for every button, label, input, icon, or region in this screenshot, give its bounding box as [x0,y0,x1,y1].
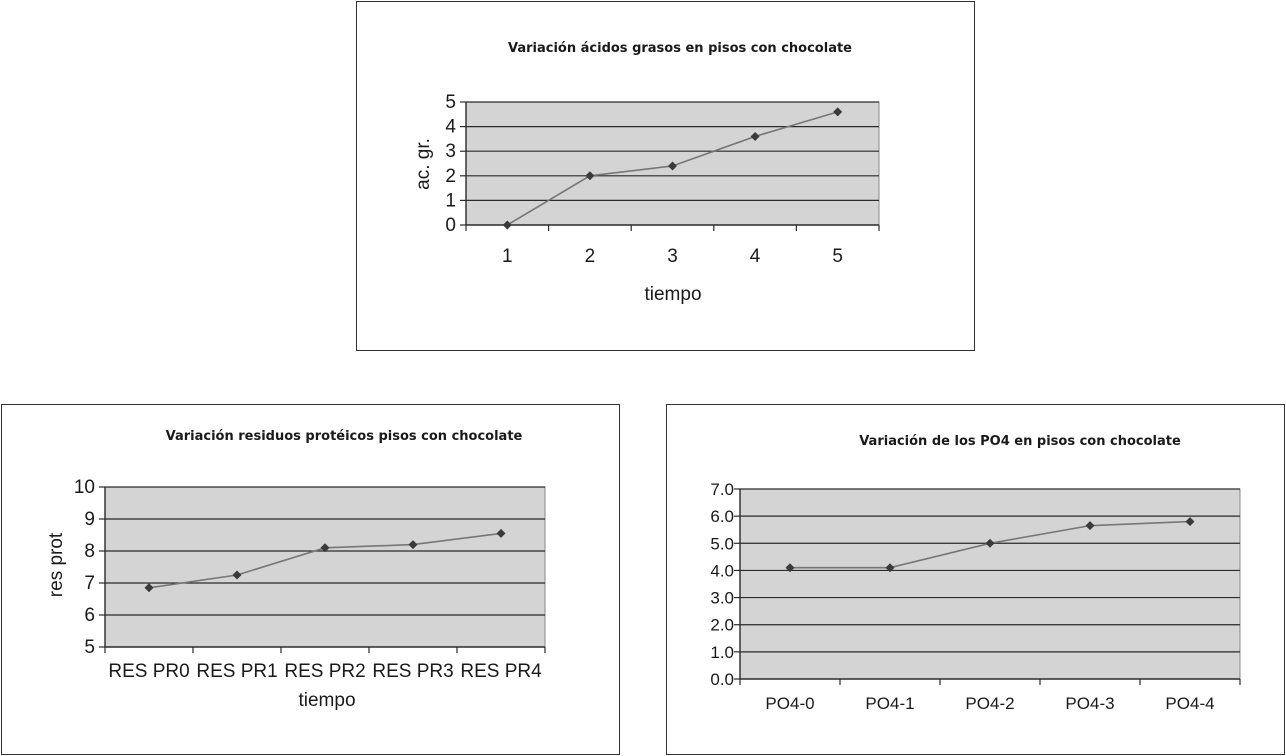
y-axis-label: res prot [46,532,67,598]
chart-residuos-proteicos [1,404,620,755]
x-axis-label: tiempo [298,690,356,711]
x-tick-label: RES PR4 [460,661,542,682]
y-tick-label: 6.0 [710,507,734,527]
y-tick-label: 2 [445,165,456,187]
y-tick-label: 1.0 [710,642,734,662]
chart-title: Variación residuos protéicos pisos con chocolate [165,429,523,444]
chart-acidos-grasos [356,1,975,351]
y-tick-label: 0 [445,215,456,236]
y-tick-label: 3 [445,141,456,163]
y-tick-label: 4 [445,116,456,138]
x-tick-label: PO4-2 [965,694,1015,713]
chart-title: Variación de los PO4 en pisos con chocolate [859,434,1181,449]
y-tick-label: 6 [84,605,95,626]
x-tick-label: PO4-0 [765,694,815,713]
chart-po4-svg [667,405,1284,754]
x-tick-label: 2 [584,246,596,267]
x-tick-label: 5 [832,246,843,267]
y-tick-label: 10 [73,477,95,498]
plot-area [740,489,1240,679]
y-tick-label: 4.0 [710,561,734,581]
y-tick-label: 0.0 [710,670,734,689]
chart-title: Variación ácidos grasos en pisos con chocolate [508,41,852,56]
y-tick-label: 8 [84,541,95,562]
plot-area [105,487,545,647]
x-tick-label: RES PR3 [372,661,454,682]
x-tick-label: PO4-3 [1065,694,1115,713]
x-tick-label: 4 [749,246,761,267]
y-tick-label: 1 [445,190,456,212]
y-tick-label: 7 [84,573,95,594]
chart-po4 [666,404,1285,755]
x-axis-label: tiempo [644,284,702,305]
x-tick-label: PO4-1 [865,694,915,713]
y-tick-label: 5 [445,92,456,113]
y-axis-label: ac. gr. [413,138,434,190]
x-tick-label: RES PR0 [108,661,190,682]
y-tick-label: 5 [84,637,95,658]
y-tick-label: 5.0 [710,534,734,554]
x-tick-label: PO4-4 [1165,694,1215,713]
y-tick-label: 3.0 [710,588,734,608]
y-tick-label: 7.0 [710,480,734,499]
chart-residuos-proteicos-svg [2,405,619,754]
x-tick-label: RES PR2 [284,661,366,682]
chart-acidos-grasos-svg [357,2,974,350]
x-tick-label: 3 [667,246,678,267]
y-tick-label: 9 [84,509,95,530]
x-tick-label: 1 [502,246,513,267]
x-tick-label: RES PR1 [196,661,278,682]
y-tick-label: 2.0 [710,615,734,635]
